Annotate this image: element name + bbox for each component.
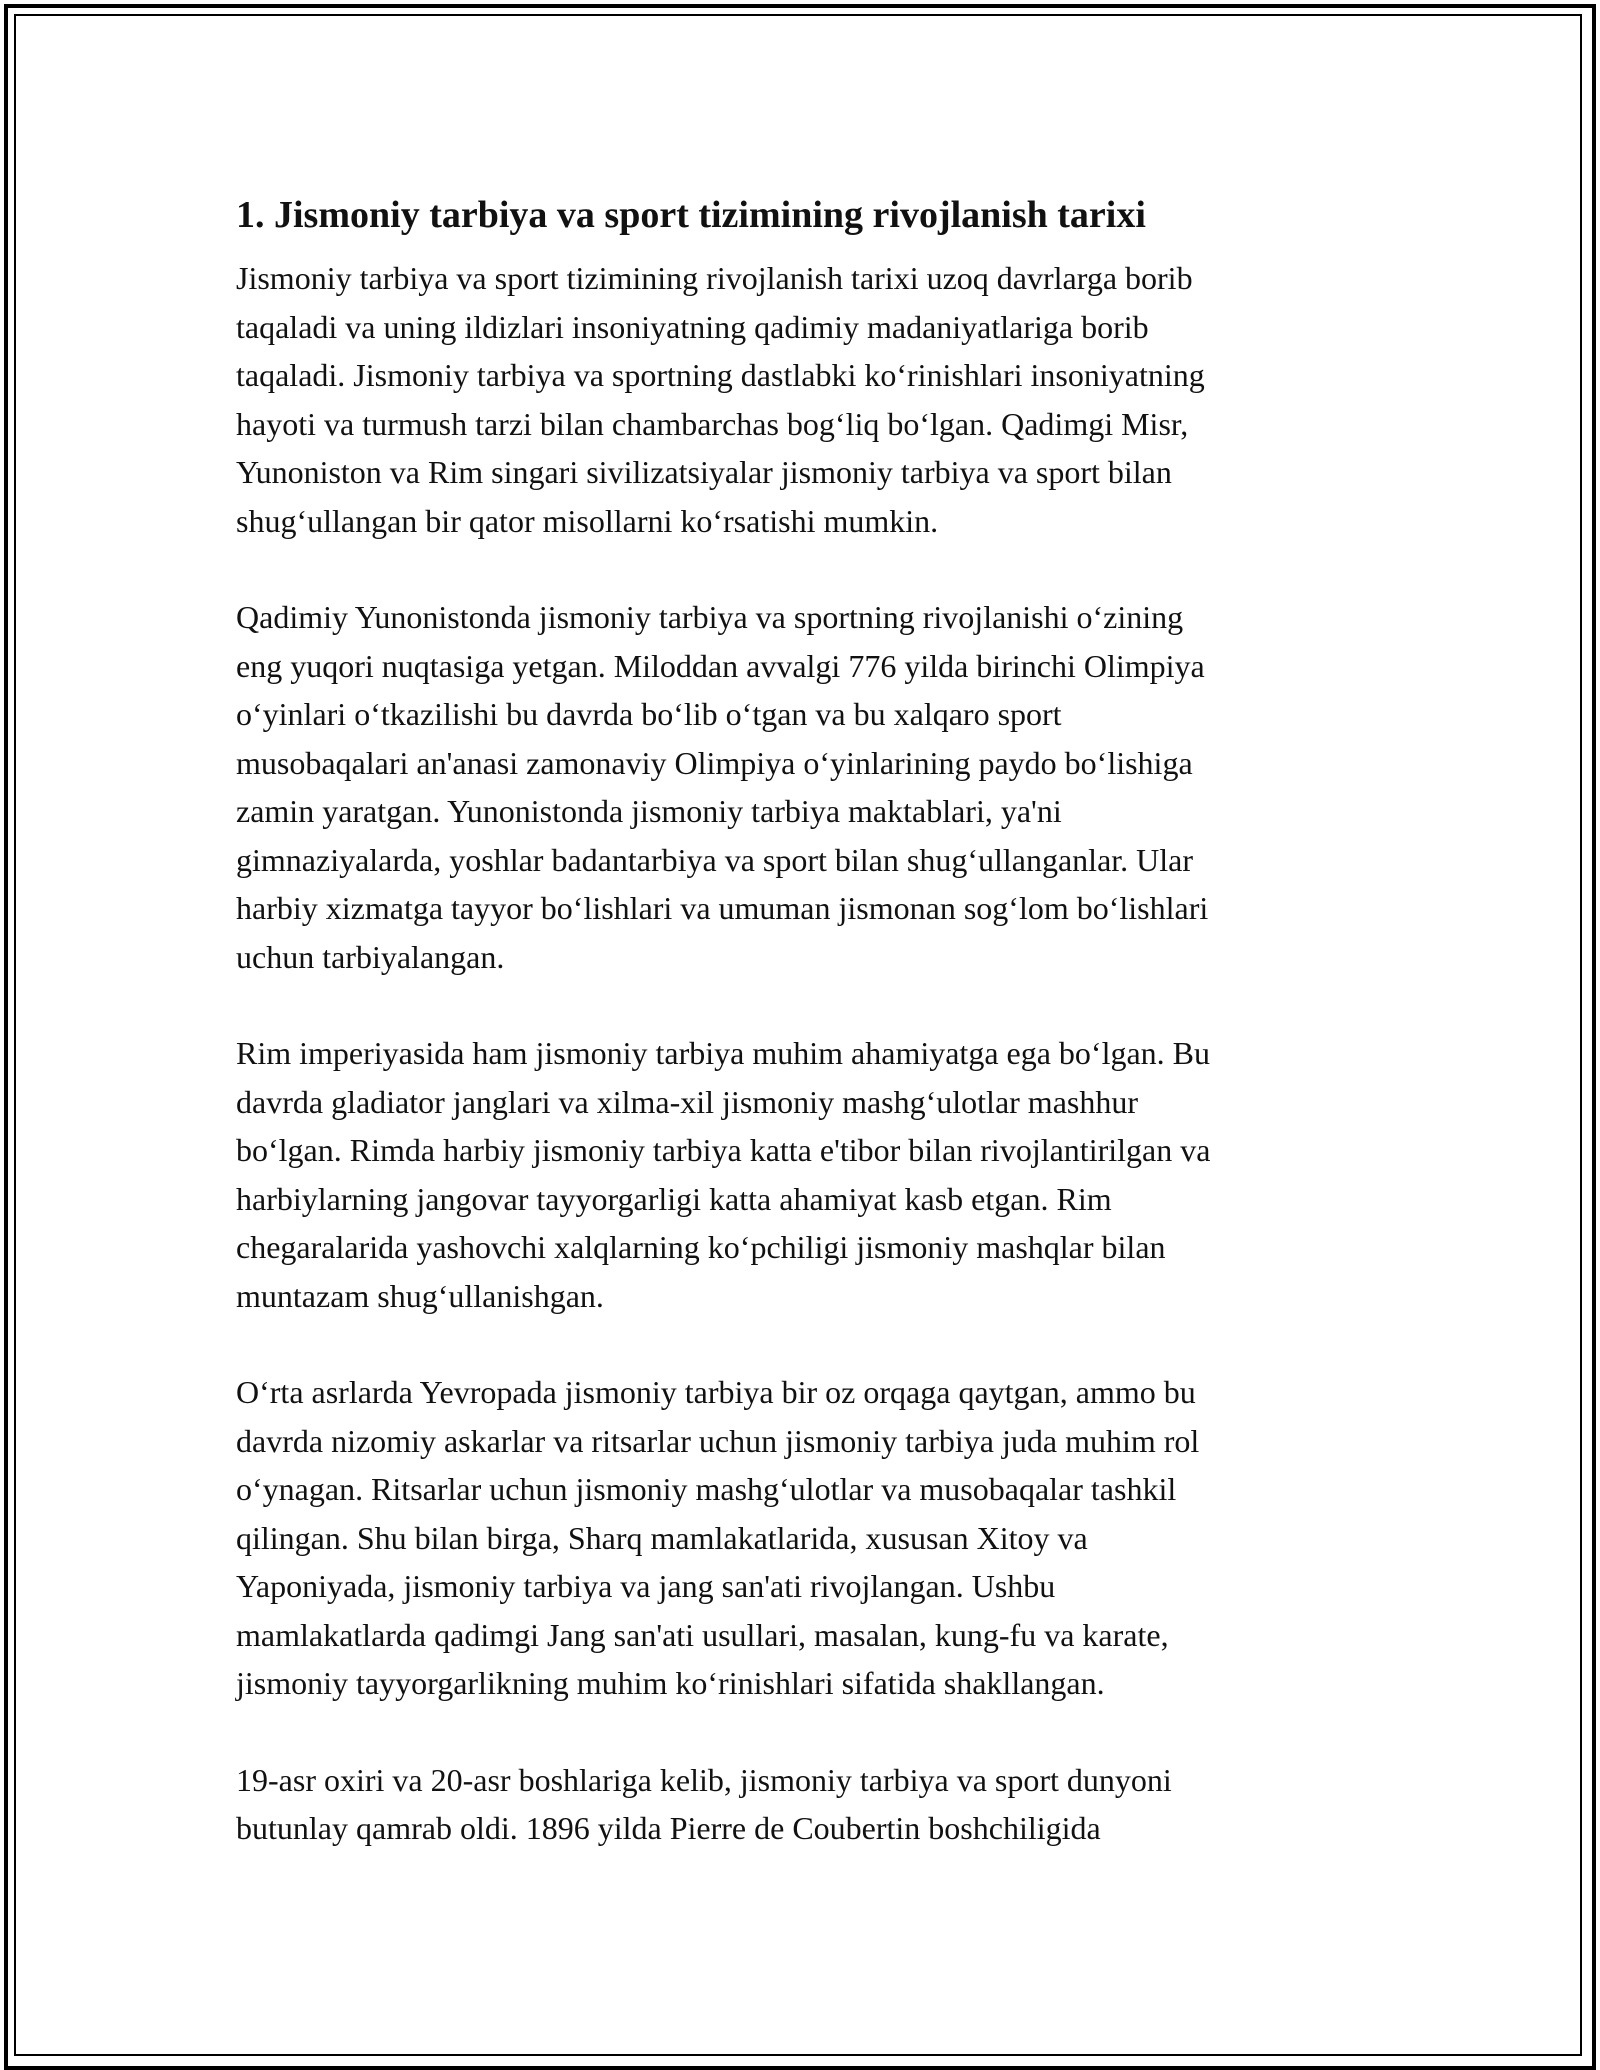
text-line: uchun tarbiyalangan. — [236, 938, 505, 975]
text-line: Rim imperiyasida ham jismoniy tarbiya muhim ahamiyatga ega bo‘lgan. Bu — [236, 1035, 1211, 1071]
text-line: harbiy xizmatga tayyor bo‘lishlari va umuman jismonan sog‘lom bo‘lishlari — [236, 890, 1209, 926]
text-line: o‘yinlari o‘tkazilishi bu davrda bo‘lib o‘tgan va bu xalqaro sport — [236, 696, 1062, 732]
text-line: Yunoniston va Rim singari sivilizatsiyalar jismoniy tarbiya va sport bilan — [236, 454, 1172, 490]
text-line: musobaqalari an'anasi zamonaviy Olimpiya o‘yinlarining paydo bo‘lishiga — [236, 744, 1193, 781]
text-line: gimnaziyalarda, yoshlar badantarbiya va sport bilan shug‘ullanganlar. Ular — [236, 841, 1194, 878]
text-line: harbiylarning jangovar tayyorgarligi katta ahamiyat kasb etgan. Rim — [236, 1180, 1112, 1217]
document-body — [236, 188, 1376, 1901]
text-line: chegaralarida yashovchi xalqlarning ko‘pchiligi jismoniy mashqlar bilan — [236, 1229, 1166, 1265]
text-line: eng yuqori nuqtasiga yetgan. Miloddan avvalgi 776 yilda birinchi Olimpiya — [236, 647, 1205, 684]
text-line: davrda gladiator janglari va xilma-xil jismoniy mashg‘ulotlar mashhur — [236, 1083, 1138, 1120]
section-heading: 1. Jismoniy tarbiya va sport tizimining rivojlanish tarixi — [236, 194, 1146, 236]
text-line: hayoti va turmush tarzi bilan chambarchas bog‘liq bo‘lgan. Qadimgi Misr, — [236, 405, 1189, 442]
text-line: shug‘ullangan bir qator misollarni ko‘rsatishi mumkin. — [236, 502, 939, 539]
text-line: o‘ynagan. Ritsarlar uchun jismoniy mashg‘ulotlar va musobaqalar tashkil — [236, 1471, 1177, 1507]
text-line: taqaladi. Jismoniy tarbiya va sportning dastlabki ko‘rinishlari insoniyatning — [236, 357, 1205, 393]
paragraph — [236, 1029, 1376, 1320]
text-line: Yaponiyada, jismoniy tarbiya va jang san'ati rivojlangan. Ushbu — [236, 1568, 1056, 1604]
text-line: bo‘lgan. Rimda harbiy jismoniy tarbiya katta e'tibor bilan rivojlantirilgan va — [236, 1132, 1211, 1168]
text-line: mamlakatlarda qadimgi Jang san'ati usullari, masalan, kung-fu va karate, — [236, 1616, 1169, 1653]
paragraph — [236, 254, 1376, 545]
text-line: O‘rta asrlarda Yevropada jismoniy tarbiya bir oz orqaga qaytgan, ammo bu — [236, 1374, 1196, 1410]
text-line: butunlay qamrab oldi. 1896 yilda Pierre de Coubertin boshchiligida — [236, 1810, 1101, 1846]
text-line: qilingan. Shu bilan birga, Sharq mamlakatlarida, xususan Xitoy va — [236, 1519, 1088, 1556]
paragraph — [236, 1756, 1376, 1853]
text-line: taqaladi va uning ildizlari insoniyatning qadimiy madaniyatlariga borib — [236, 308, 1149, 345]
text-line: jismoniy tayyorgarlikning muhim ko‘rinishlari sifatida shakllangan. — [236, 1665, 1105, 1701]
text-line: muntazam shug‘ullanishgan. — [236, 1277, 604, 1314]
text-line: Jismoniy tarbiya va sport tizimining rivojlanish tarixi uzoq davrlarga borib — [236, 260, 1193, 296]
paragraph — [236, 1368, 1376, 1708]
paragraph-list — [236, 254, 1376, 1853]
text-line: davrda nizomiy askarlar va ritsarlar uchun jismoniy tarbiya juda muhim rol — [236, 1422, 1200, 1459]
text-line: 19-asr oxiri va 20-asr boshlariga kelib, jismoniy tarbiya va sport dunyoni — [236, 1761, 1172, 1798]
text-line: zamin yaratgan. Yunonistonda jismoniy tarbiya maktablari, ya'ni — [236, 793, 1062, 829]
paragraph — [236, 593, 1376, 981]
text-line: Qadimiy Yunonistonda jismoniy tarbiya va sportning rivojlanishi o‘zining — [236, 599, 1184, 635]
